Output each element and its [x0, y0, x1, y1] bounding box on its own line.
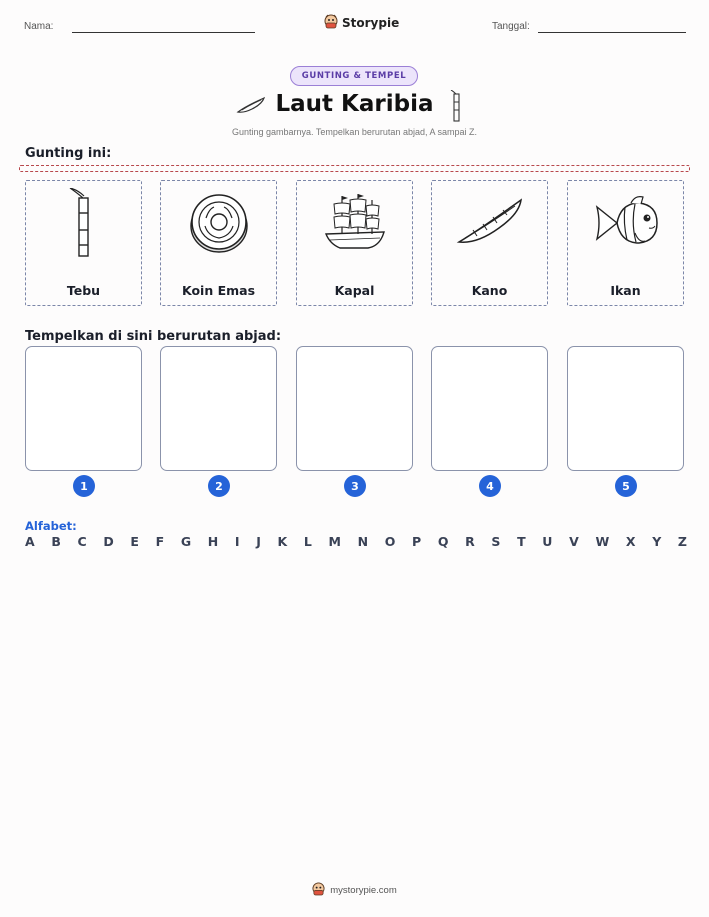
instructions: Gunting gambarnya. Tempelkan berurutan abjad, A sampai Z. — [232, 127, 477, 137]
alphabet-letter: H — [207, 534, 219, 549]
alphabet-row — [25, 534, 687, 549]
card-label: Koin Emas — [181, 283, 256, 298]
gold-coin-icon — [161, 189, 276, 257]
date-line[interactable] — [538, 32, 686, 33]
name-label: Nama: — [24, 21, 54, 32]
card-label: Tebu — [66, 283, 101, 298]
paste-slot-5[interactable] — [567, 346, 684, 471]
cut-card-koin-emas[interactable] — [160, 180, 277, 306]
alphabet-letter: I — [234, 534, 240, 549]
alphabet-letter: S — [491, 534, 501, 549]
alphabet-letter: G — [180, 534, 192, 549]
paste-slot-2[interactable] — [160, 346, 277, 471]
card-label: Ikan — [610, 283, 641, 298]
slot-number-1: 1 — [73, 475, 95, 497]
alphabet-letter: X — [625, 534, 636, 549]
alphabet-letter: D — [103, 534, 114, 549]
alphabet-letter: Q — [437, 534, 449, 549]
alphabet-letter: R — [465, 534, 475, 549]
cut-line — [19, 165, 690, 172]
ship-icon — [297, 189, 412, 257]
alphabet-letter: W — [595, 534, 610, 549]
cut-card-kapal[interactable] — [296, 180, 413, 306]
alphabet-letter: K — [277, 534, 288, 549]
slot-number-2: 2 — [208, 475, 230, 497]
alphabet-letter: N — [357, 534, 369, 549]
sugarcane-icon — [26, 189, 141, 257]
slot-number-3: 3 — [344, 475, 366, 497]
cut-card-kano[interactable] — [431, 180, 548, 306]
alphabet-letter: T — [517, 534, 526, 549]
alphabet-letter: O — [384, 534, 396, 549]
canoe-icon — [432, 189, 547, 257]
paste-slot-4[interactable] — [431, 346, 548, 471]
alphabet-letter: Z — [677, 534, 687, 549]
storypie-mascot-icon — [324, 14, 338, 32]
alphabet-letter: E — [130, 534, 139, 549]
activity-badge: GUNTING & TEMPEL — [290, 66, 418, 86]
alphabet-letter: J — [256, 534, 261, 549]
brand-logo — [324, 14, 399, 32]
cut-section-title: Gunting ini: — [25, 146, 112, 161]
page-title: Laut Karibia — [275, 91, 434, 117]
name-line[interactable] — [72, 32, 255, 33]
alphabet-letter: Y — [652, 534, 662, 549]
footer — [0, 882, 709, 899]
storypie-mascot-icon — [312, 882, 325, 899]
card-label: Kano — [471, 283, 508, 298]
paste-slot-3[interactable] — [296, 346, 413, 471]
alphabet-letter: A — [25, 534, 35, 549]
alphabet-letter: V — [569, 534, 579, 549]
card-label: Kapal — [334, 283, 375, 298]
paste-slot-1[interactable] — [25, 346, 142, 471]
brand-name: Storypie — [342, 16, 400, 30]
cut-card-tebu[interactable] — [25, 180, 142, 306]
date-label: Tanggal: — [492, 21, 530, 32]
alphabet-letter: F — [155, 534, 165, 549]
alphabet-letter: M — [328, 534, 341, 549]
paste-section-title: Tempelkan di sini berurutan abjad: — [25, 329, 282, 344]
slot-number-4: 4 — [479, 475, 501, 497]
alphabet-label: Alfabet: — [25, 519, 77, 533]
fish-icon — [568, 189, 683, 257]
alphabet-letter: L — [303, 534, 312, 549]
alphabet-letter: C — [77, 534, 87, 549]
footer-url[interactable]: mystorypie.com — [330, 885, 397, 896]
cut-card-ikan[interactable] — [567, 180, 684, 306]
sugarcane-decor-icon — [449, 90, 463, 126]
alphabet-letter: P — [412, 534, 422, 549]
alphabet-letter: U — [542, 534, 553, 549]
alphabet-letter: B — [51, 534, 61, 549]
slot-number-5: 5 — [615, 475, 637, 497]
